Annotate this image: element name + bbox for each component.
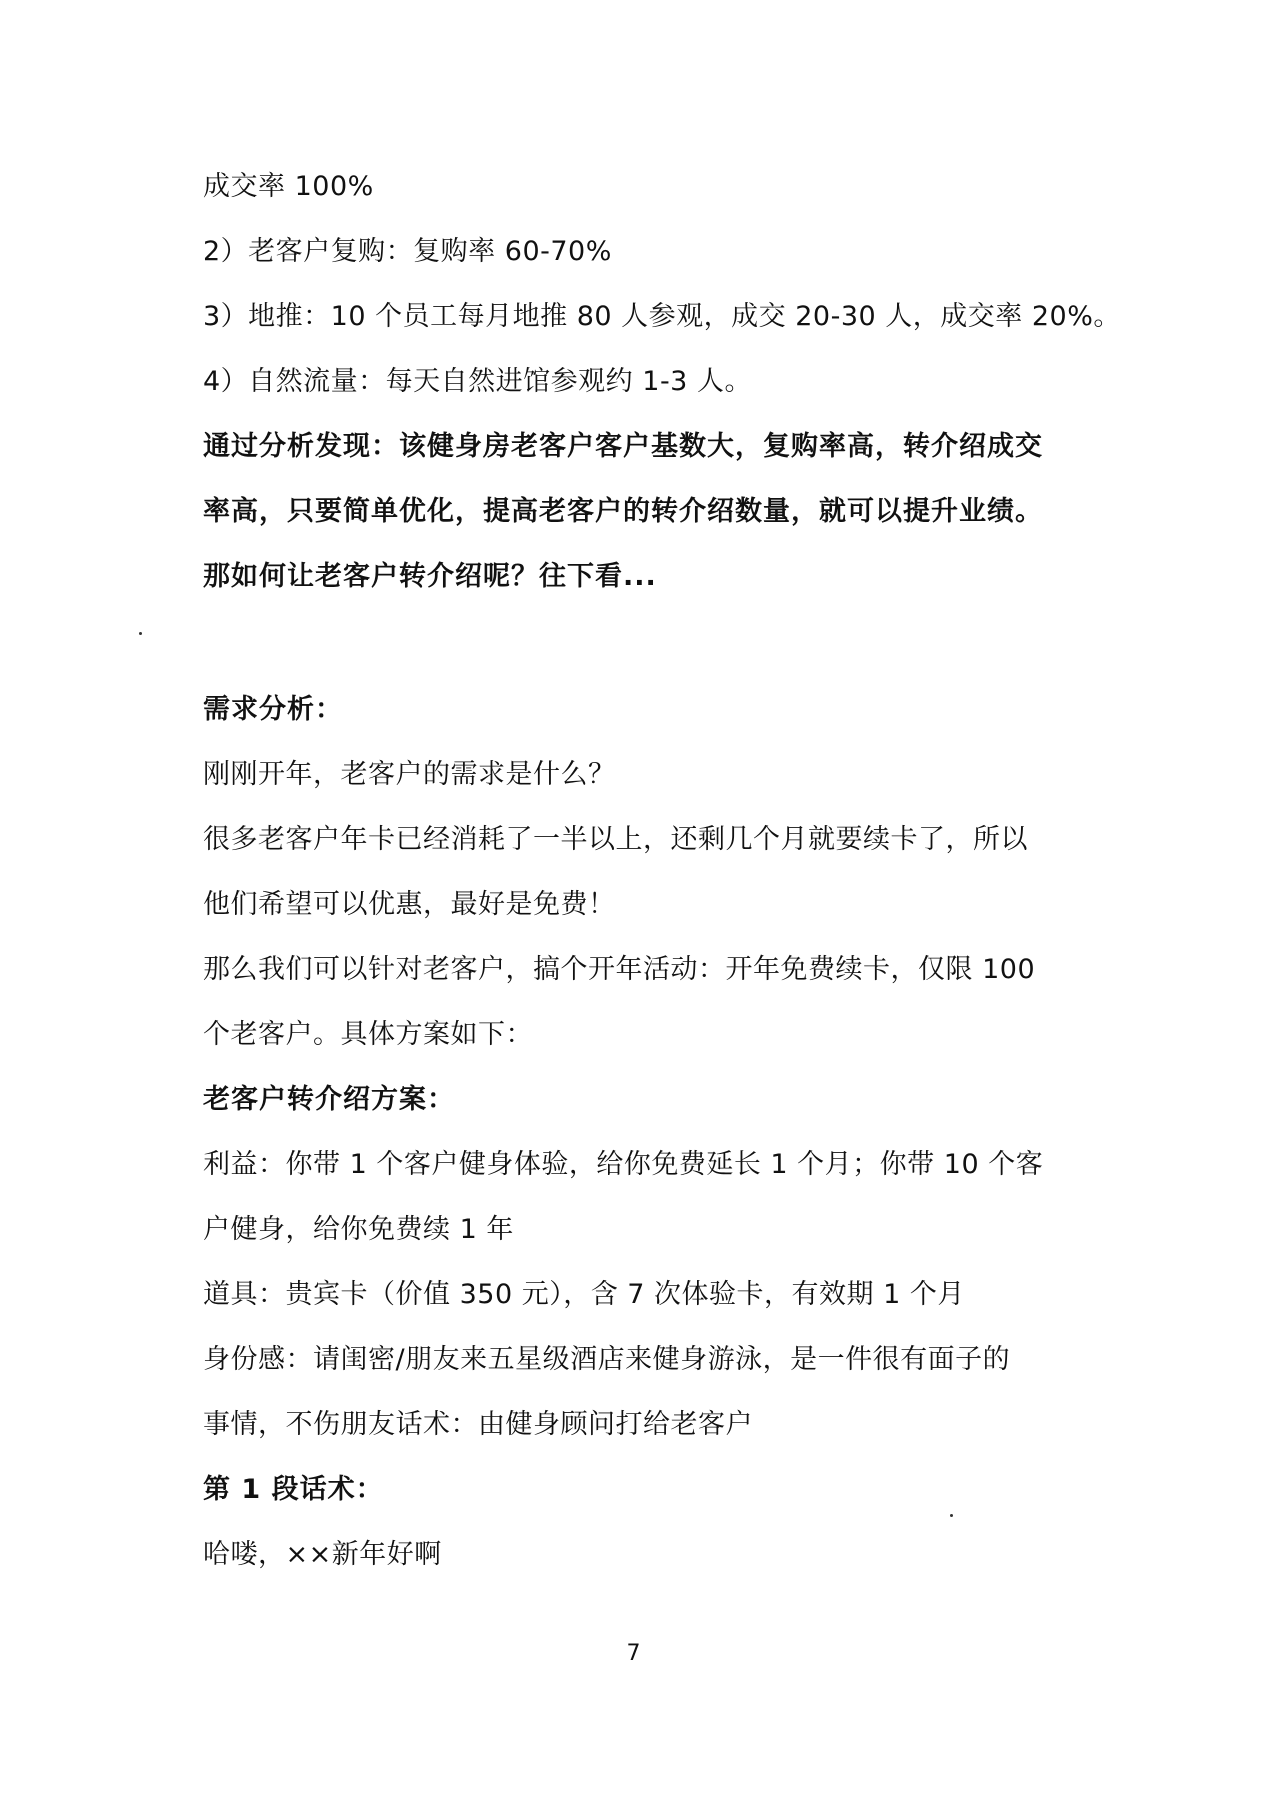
text-line-natural-traffic: 4）自然流量：每天自然进馆参观约 1-3 人。 — [203, 366, 752, 397]
analysis-conclusion-line-3: 那如何让老客户转介绍呢？往下看... — [203, 561, 657, 592]
analysis-conclusion-line-2: 率高，只要简单优化，提高老客户的转介绍数量，就可以提升业绩。 — [203, 496, 1043, 527]
text-line-identity-2: 事情，不伤朋友话术：由健身顾问打给老客户 — [203, 1409, 753, 1440]
section-heading-script-1: 第 1 段话术： — [203, 1474, 384, 1505]
scan-speck — [139, 632, 142, 635]
text-line-deal-rate: 成交率 100% — [203, 171, 374, 202]
text-line-annual-card-1: 很多老客户年卡已经消耗了一半以上，还剩几个月就要续卡了，所以 — [203, 824, 1028, 855]
text-line-repurchase: 2）老客户复购：复购率 60-70% — [203, 236, 612, 267]
text-line-new-year-event-2: 个老客户。具体方案如下： — [203, 1019, 533, 1050]
section-heading-referral-plan: 老客户转介绍方案： — [203, 1084, 455, 1115]
scan-speck — [950, 1514, 953, 1517]
text-line-benefit-1: 利益：你带 1 个客户健身体验，给你免费延长 1 个月；你带 10 个客 — [203, 1149, 1044, 1180]
text-line-new-year-event-1: 那么我们可以针对老客户，搞个开年活动：开年免费续卡，仅限 100 — [203, 954, 1036, 985]
section-heading-needs-analysis: 需求分析： — [203, 694, 343, 725]
text-line-benefit-2: 户健身，给你免费续 1 年 — [203, 1214, 514, 1245]
page-number: 7 — [626, 1641, 641, 1666]
text-line-ground-promotion: 3）地推：10 个员工每月地推 80 人参观，成交 20-30 人，成交率 20%。 — [203, 301, 1121, 332]
text-line-customer-needs-question: 刚刚开年，老客户的需求是什么？ — [203, 759, 616, 790]
text-line-props: 道具：贵宾卡（价值 350 元），含 7 次体验卡，有效期 1 个月 — [203, 1279, 965, 1310]
text-line-identity-1: 身份感：请闺密/朋友来五星级酒店来健身游泳，是一件很有面子的 — [203, 1344, 1011, 1375]
text-line-greeting: 哈喽，××新年好啊 — [203, 1539, 442, 1570]
analysis-conclusion-line-1: 通过分析发现：该健身房老客户客户基数大，复购率高，转介绍成交 — [203, 431, 1043, 462]
text-line-annual-card-2: 他们希望可以优惠，最好是免费！ — [203, 889, 616, 920]
